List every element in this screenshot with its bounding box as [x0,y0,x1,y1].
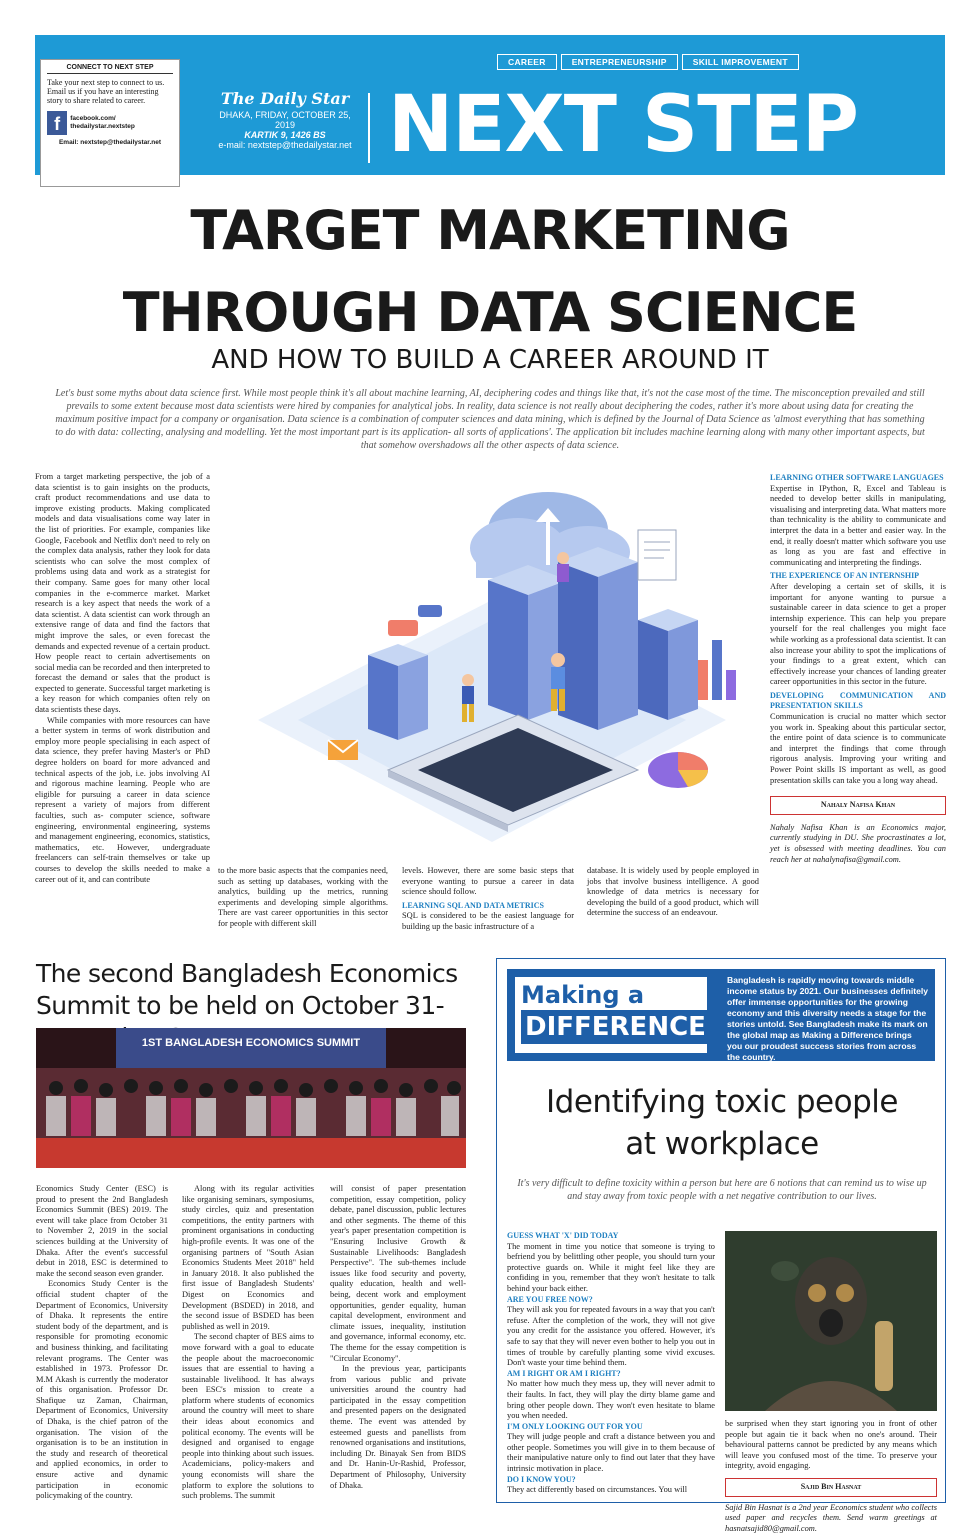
headline-line-1: TARGET MARKETING [190,199,790,262]
paper-logo: The Daily Star [220,89,350,108]
paragraph: After developing a certain set of skills, it is important for anyone wanting to pursue a sustainable career in data science to get a proper internship experience. This can help you prepare yourself for the real challenges you might face while working as a professional data scientist. It can also increase your ability to spot the implications of your findings to a great extent, which can effectively increase your chances of landing greater career opportunities in this sector in the future. [770,581,946,687]
paragraph: The moment in time you notice that someone is trying to befriend you by belittling other people, you should turn your protective guards on. While it might feel like they are confiding in you, remember that they won't hesitate to talk behind your back either. [507,1241,715,1293]
mad-header [507,969,935,1061]
document-icon [638,530,676,580]
paragraph: be surprised when they start ignoring you in front of other people but again tie it back when no one's around. Their behavioural patterns cannot be predicted by any means which will leave you confused most of the time. To preserve your integrity, avoid engaging. [725,1419,937,1471]
summit-column-3 [330,1184,466,1491]
section-heading: ARE YOU FREE NOW? [507,1294,593,1304]
section-heading: LEARNING SQL AND DATA METRICS [402,900,544,910]
paragraph: Economics Study Center (ESC) is proud to present the 2nd Bangladesh Economics Summit (BES) 2019. The event will take place from October 31 to November 2, 2019 in the social sciences building at the University of Dhaka. After the event's successful debut in 2018, ESC is determined to make the second season even grander. [36,1184,168,1278]
paragraph: Communication is crucial no matter which sector you work in. Speaking about this particular sector, the entire point of data science is to communicate and interpret the findings that come through rigorous analysis. Improving your writing and Power Point skills IS important as well, as good presentation skills can take you a long way ahead. [770,712,946,785]
gas-mask-photo [725,1231,937,1411]
paragraph: Along with its regular activities like organising seminars, symposiums, study circles, quiz and presentation competitions, the entity partners with prominent organisations in conducting high-profile events. It was one of the organising partners of "South Asian Economics Students Meet 2018" held in January 2018. It also published the first issue of Bangladesh Students' Digest on Economics and Development (BSDED) in 2018, and the second issue of BSDED has been published as well in 2019. [182,1184,314,1331]
connect-box [40,59,180,187]
mad-headline [497,1081,947,1165]
connect-email[interactable]: Email: nextstep@thedailystar.net [58,139,162,146]
paragraph: SQL is considered to be the easiest language for building up the basic infrastructure of a [402,911,574,931]
summit-column-2 [182,1184,314,1502]
mad-logo-line-1: Making a [521,981,645,1009]
connect-title: CONNECT TO NEXT STEP [47,64,173,74]
tab-career[interactable]: CAREER [497,54,557,70]
summit-banner-text: 1ST BANGLADESH ECONOMICS SUMMIT [141,1037,361,1049]
facebook-icon[interactable]: f [47,111,67,135]
facebook-link[interactable]: facebook.com/ thedailystar.nextstep [70,115,135,130]
data-science-illustration [218,470,766,860]
paragraph: They will ask you for repeated favours in a way that you can't refuse. After the completion of the work, they will not give you any credit for the assistance you offered. However, it's safe to say that they will never even bother to help you out in times of trouble by carefully planting some vivid excuses. Don't waste your time behind them. [507,1305,715,1368]
mad-logo [515,977,707,1053]
paragraph: Economics Study Center is the official student chapter of the Department of Economics, University of Dhaka. It represents the entire student body of the department, and is responsible for promoting economic and business thinking, and facilitating relevant programs. The Center was established in 1973. Professor Dr. M.M Akash is currently the moderator of this organisation. Professor Dr. Shafique uz Zaman, Chairman, Department of Economics, University of Dhaka, is the chief patron of the organisation. The vision of the organisation is to be an institution in the study and research of theoretical and applied economics, in order to ensure active and dynamic participation in economic policymaking of the country. [36,1279,168,1501]
paragraph: The second chapter of BES aims to move forward with a goal to educate the people about the macroeconomic issues that are essential to having a sustainable livelihood. It has always been ESC's mission to create a platform where students of economics around the country will meet to share their ideas about economics and political economy. The events will be designed and organised to engage people into thinking about such issues. Academicians, policy-makers and young economists will share the platform to explore the solutions to such problems. The summit [182,1332,314,1501]
mad-column-2 [725,1419,937,1534]
person-figure [557,552,569,582]
author-note: Nahaly Nafisa Khan is an Economics major, currently studying in DU. She procrastinates a lot, yet is obsessed with meeting deadlines. You can reach her at nahalynafisa@gmail.com. [770,822,946,864]
paragraph: Expertise in IPython, R, Excel and Tableau is needed to develop better skills in manipulating, visualising and interpreting data. What matters more than technicality is the ability to communicate and interpret the data in a better and easier way. In the end, it really doesn't matter which software you use as long as you are fast and effective in communicating and interpreting the findings. [770,483,946,567]
section-heading: LEARNING OTHER SOFTWARE LANGUAGES [770,473,944,482]
mad-logo-line-2: DIFFERENCE [521,1010,710,1044]
paper-info [205,85,365,165]
section-tabs [497,54,799,70]
connect-text: Take your next step to connect to us. Email us if you have an interesting story to share related to career. [47,78,165,105]
tab-skill-improvement[interactable]: SKILL IMPROVEMENT [682,54,799,70]
section-heading: AM I RIGHT OR AM I RIGHT? [507,1368,621,1378]
main-headline [0,190,980,354]
section-heading: DEVELOPING COMMUNICATION AND PRESENTATION SKILLS [770,690,946,711]
paragraph: database. It is widely used by people employed in jobs that involve business intelligence. A good knowledge of data metrics is necessary for developing the build of a good product, which will determine the success of an endeavour. [587,866,759,918]
paragraph: levels. However, there are some basic steps that everyone wanting to pursue a career in data science should follow. [402,866,574,897]
paragraph: will consist of paper presentation competition, essay competition, policy debate, panel discussion, public lectures and other segments. The theme of this year's paper presentation competition is "Ensuring Inclusive Growth & Sustainable Livelihoods: Bangladesh Perspective". The sub-themes include issues like food security and poverty, quality education, health and well-being, decent work and employment opportunities, gender equality, human capital development, environment and climate issues, inequality, institution and governance, informal economy, etc. The theme for the essay competition is "Circular Economy". [330,1184,466,1363]
main-subhead: AND HOW TO BUILD A CAREER AROUND IT [211,345,769,375]
paragraph: While companies with more resources can have a better system in terms of work distribution and employ more people specialising in each aspect of data science, they prefer having Master's or PhD degree holders on board for more advanced and technical aspects of the job, i.e. jobs involving AI and rigorous machine learning. People who are eligible for pursuing a career in data science represent a variety of majors from different faculties, such as- computer science, software engineering, environmental engineering, systems and management engineering, economics, statistics, mathematics, etc. However, undergraduate freelancers can self-train themselves or take up courses to develop the skills needed to make a career out of it, and can contribute [35,715,210,884]
section-title: NEXT STEP [388,80,858,170]
main-column-4 [587,866,759,919]
paper-kartik: KARTIK 9, 1426 BS [244,130,326,140]
summit-column-1 [36,1184,168,1502]
section-heading: DO I KNOW YOU? [507,1474,576,1484]
mad-author-byline: Sajid Bin Hasnat [725,1478,937,1497]
mad-intro: It's very difficult to define toxicity within a person but here are 6 notions that can remind us to wise up and stay away from toxic people with a net negative contribution to our lives. [517,1178,927,1202]
main-intro: Let's bust some myths about data science first. While most people think it's all about machine learning, AI, deciphering codes and things like that, it's not the case most of the time. The misconception prevailed and still prevails to some extent because most data scientists were hired by companies for analytical jobs. In reality, data science is not really about deciphering the codes, rather it's more about using data for creating the maximum positive impact for a company or organisation. Data science is a combination of computer sciences and data mining, which is defined by the Journal of Data Science as 'almost everything that has something to do with data: collecting, analysing and modelling. Yet the most important part is its application- all sorts of applications'. The application bit includes machine learning along with many other important aspects, but that somehow overshadows all the other aspects of data science. [55,388,925,451]
main-column-3 [402,866,574,933]
section-heading: I'M ONLY LOOKING OUT FOR YOU [507,1421,643,1431]
paragraph: They act differently based on circumstances. You will [507,1485,688,1495]
facebook-block[interactable] [47,111,173,135]
main-column-right [770,470,946,865]
author-byline: Nahaly Nafisa Khan [770,796,946,815]
paragraph: to the more basic aspects that the companies need, such as setting up databases, working with the analytics, building up the metrics, running experiments and developing simple algorithms. There are vast career opportunities in this sector for people with different skill [218,866,388,928]
summit-group-photo [36,1028,466,1168]
mad-headline-line-2: at workplace [625,1126,819,1162]
paragraph: They will judge people and craft a distance between you and other people. Sometimes you will give in to them because of their manipulative nature only to find out later that they have intrinsic motivation in place. [507,1432,715,1474]
paragraph: From a target marketing perspective, the job of a data scientist is to gain insights on the products, craft product recommendations and use data to improve existing products. Making complicated models and data visualisations come way later in the list of priorities. For example, companies like Google, Facebook and Netflix don't need to rely on the complex data analysis, rather they look for data scientists who can solve the most complex of problems using data and work as a strategist for their company. Same goes for many other local companies in the e-commerce market. Market research is a key aspect that needs the work of a data scientist. A data scientist can work through an extensive range of data and find the factors that might improve the sales, or even forecast the demands and expected revenue of a certain product. How people react to certain advertisements on social media can be recorded and then interpreted to forecast the demand or sales that the product is expected to generate. Successful target marketing is a key reason for which companies often rely on data scientists these days. [35,472,210,715]
paragraph: In the previous year, participants from various public and private universities around the country had participated in the essay competition and presented papers on the designated theme. The event was attended by esteemed guests and panellists from renowned organisations and institutions, including Dr. Binayak Sen from BIDS and Dr. Hanin-Ur-Rashid, Professor, Department of Philosophy, University of Dhaka. [330,1364,466,1490]
main-column-2 [218,866,388,930]
paper-date: DHAKA, FRIDAY, OCTOBER 25, 2019 [219,110,351,130]
mad-author-note: Sajid Bin Hasnat is a 2nd year Economics student who collects used paper and recycles them. Send warm greetings at hasnatsajid80@gmail.com. [725,1502,937,1533]
masthead-divider [368,93,370,163]
paragraph: No matter how much they mess up, they will never admit to their faults. In fact, they will play the dirty blame game and bring other people down. They won't even hesitate to blame you when needed. [507,1379,715,1421]
main-column-1 [35,472,210,885]
pie-chart-icon [648,752,708,788]
envelope-icon [328,740,358,760]
mad-blurb: Bangladesh is rapidly moving towards middle income status by 2021. Our businesses definitely offer immense opportunities for the growing economy and this diversity needs a stage for the stories untold. See Bangladesh make its mark on the global map as Making a Difference brings you our proudest success stories from across the country. [727,975,929,1062]
section-heading: THE EXPERIENCE OF AN INTERNSHIP [770,571,920,581]
section-heading: GUESS WHAT 'X' DID TODAY [507,1231,619,1240]
tab-entrepreneurship[interactable]: ENTREPRENEURSHIP [561,54,678,70]
headline-line-2: THROUGH DATA SCIENCE [122,281,858,344]
mad-column-1 [507,1231,715,1496]
summit-headline: The second Bangladesh Economics Summit to be held on October 31- [36,959,458,1020]
making-a-difference-box [496,958,946,1533]
mad-headline-line-1: Identifying toxic people [546,1084,898,1120]
paper-email: e-mail: nextstep@thedailystar.net [218,140,352,150]
